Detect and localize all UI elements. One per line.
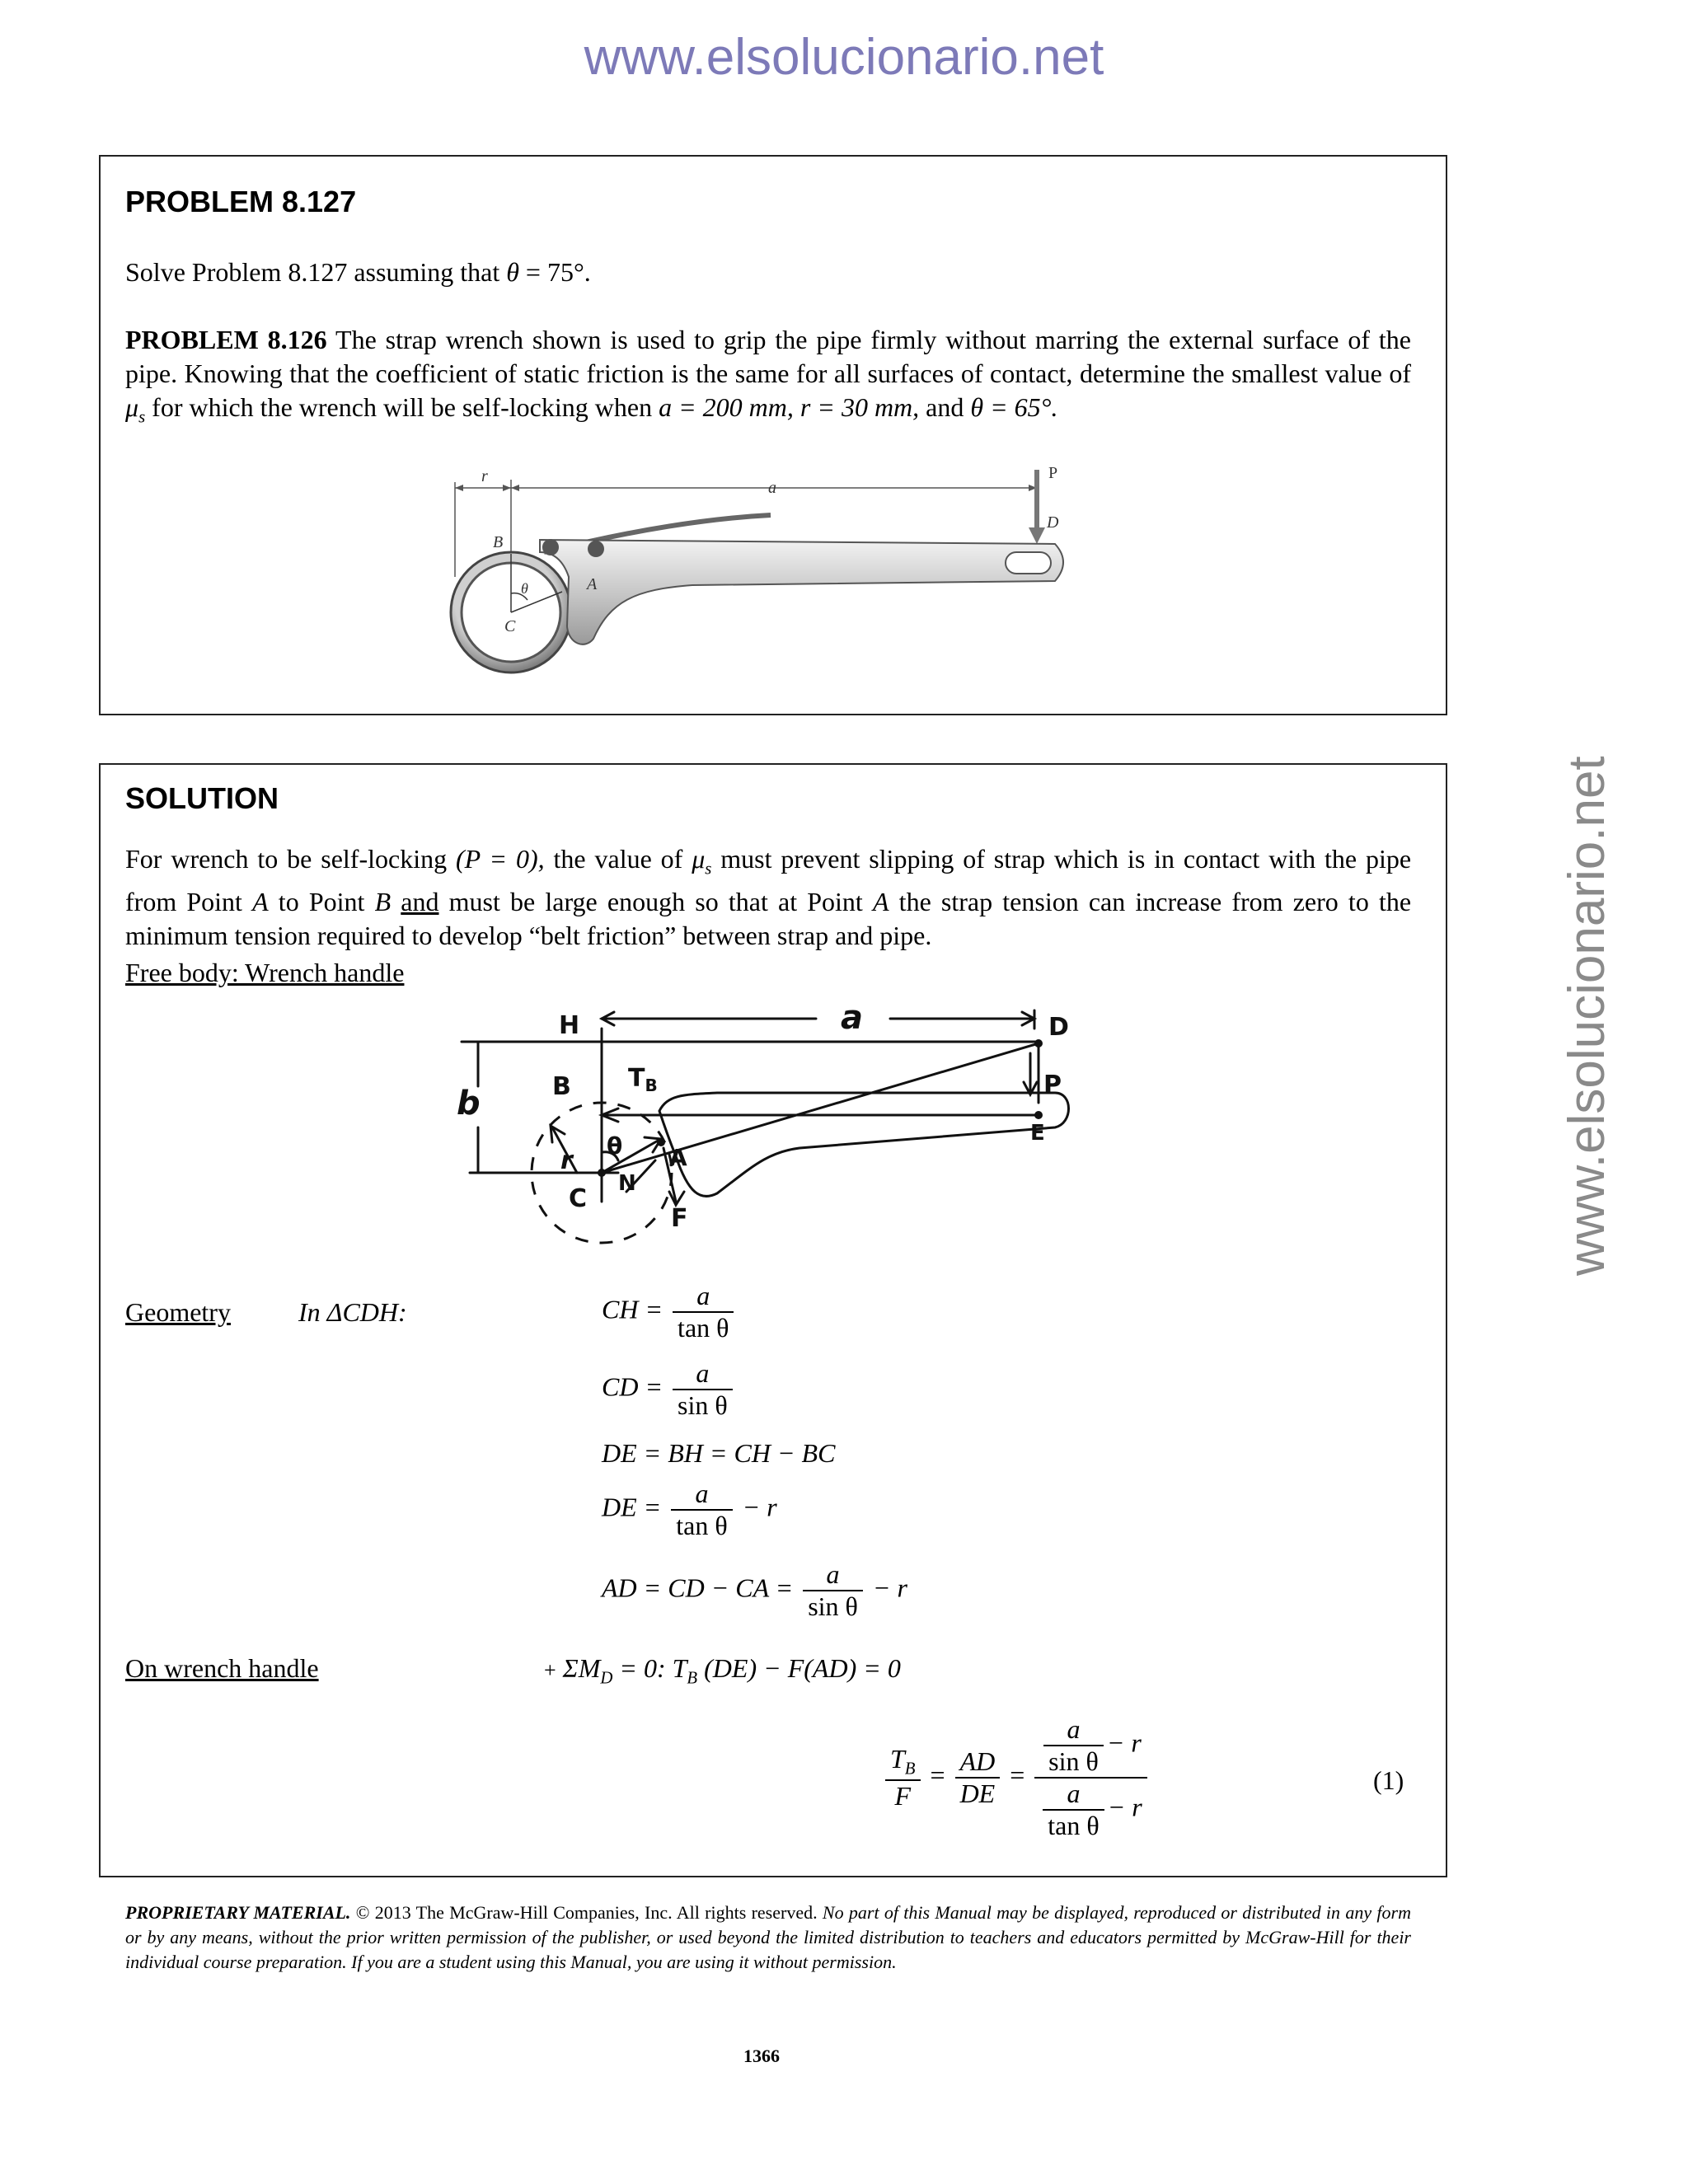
watermark-side: www.elsolucionario.net bbox=[1559, 756, 1615, 1276]
fig-label-A: A bbox=[587, 575, 598, 593]
fb-label-A: A bbox=[669, 1144, 687, 1171]
solution-heading: SOLUTION bbox=[125, 781, 279, 815]
fb-label-TB: $T_B$ bbox=[628, 1064, 658, 1095]
equation-number: (1) bbox=[1373, 1765, 1404, 1795]
problem-heading: PROBLEM 8.127 bbox=[125, 185, 357, 218]
triangle-label: In ΔCDH: bbox=[298, 1297, 407, 1327]
fb-label-a: a bbox=[841, 1004, 863, 1037]
fb-label-D: D bbox=[1048, 1013, 1069, 1042]
footer-notice: PROPRIETARY MATERIAL. © 2013 The McGraw-Hill Companies, Inc. All rights reserved. No part of this Manual may be displayed, reproduced or distributed in any form or by any means, without the prior written permission of the publisher, or used beyond the limited distribution to teachers and educators permitted by McGraw-Hill for their individual course preparation. If you are a student using this Manual, you are using it without permission. bbox=[125, 1902, 1411, 1972]
fig-label-r: r bbox=[481, 467, 488, 485]
solution-intro: For wrench to be self-locking (P = 0), the value of $\mu_s$ must prevent slipping of strap which is in contact with the pipe from Point A to Point B and must be large enough so that at Point A the strap tension can increase from zero to the minimum tension required to develop “belt friction” between strap and pipe. bbox=[125, 844, 1412, 951]
fig-label-B: B bbox=[493, 533, 504, 551]
fig-label-D: D bbox=[1047, 513, 1059, 532]
fb-label-H: H bbox=[559, 1011, 580, 1040]
fb-label-F: F bbox=[671, 1204, 688, 1233]
fb-label-theta: θ bbox=[607, 1132, 623, 1160]
handle-label: On wrench handle bbox=[125, 1653, 319, 1683]
page-number: 1366 bbox=[743, 2046, 780, 2066]
fb-label-b: b bbox=[457, 1085, 481, 1122]
eq-DE2: DE = $\frac{a}{\text{tan θ}}$ − r bbox=[602, 1479, 777, 1540]
fb-label-B: B bbox=[552, 1072, 571, 1101]
eq-CH: CH = $\frac{a}{\text{tan θ}}$ bbox=[602, 1281, 737, 1343]
free-body-label: Free body: Wrench handle bbox=[125, 958, 405, 987]
eq-DE1: DE = BH = CH − BC bbox=[602, 1438, 836, 1468]
ratio-equation: $\frac{T_B}{F}$ = $\frac{AD}{DE}$ = $\frac{a}{\text{sin θ}}$ − r $\frac{a}{\text{tan θ}}$ − r bbox=[882, 1714, 1151, 1841]
fb-label-E: E bbox=[1030, 1121, 1045, 1146]
fig-label-theta: θ bbox=[521, 580, 528, 597]
problem-statement: Solve Problem 8.127 assuming that θ = 75°. bbox=[125, 257, 591, 287]
fb-label-r: r bbox=[560, 1146, 573, 1175]
fig-label-P: P bbox=[1048, 464, 1058, 482]
fb-label-P: P bbox=[1043, 1071, 1062, 1099]
eq-AD: AD = CD − CA = $\frac{a}{\text{sin θ}}$ − r bbox=[602, 1559, 907, 1621]
geometry-label: Geometry bbox=[125, 1297, 231, 1327]
reference-problem: PROBLEM 8.126 The strap wrench shown is used to grip the pipe firmly without marring the external surface of the pipe. Knowing that the coefficient of static friction is the same for all surfaces of contact, determine the smallest value of $\mu_s$ for which the wrench will be self-locking when a = 200 mm, r = 30 mm, and θ = 65°. bbox=[125, 325, 1412, 427]
moment-equation: + $\Sigma M_D = 0$: $T_B$ (DE) − F(AD) = 0 bbox=[544, 1653, 901, 1688]
fig-label-C: C bbox=[504, 617, 516, 635]
fb-label-C: C bbox=[569, 1184, 588, 1213]
eq-CD: CD = $\frac{a}{\text{sin θ}}$ bbox=[602, 1358, 736, 1421]
watermark-top: www.elsolucionario.net bbox=[584, 29, 1104, 86]
free-body-diagram bbox=[453, 1004, 1088, 1268]
wrench-figure bbox=[445, 462, 1096, 684]
fb-label-N: N bbox=[618, 1171, 636, 1196]
fig-label-a: a bbox=[768, 479, 776, 497]
